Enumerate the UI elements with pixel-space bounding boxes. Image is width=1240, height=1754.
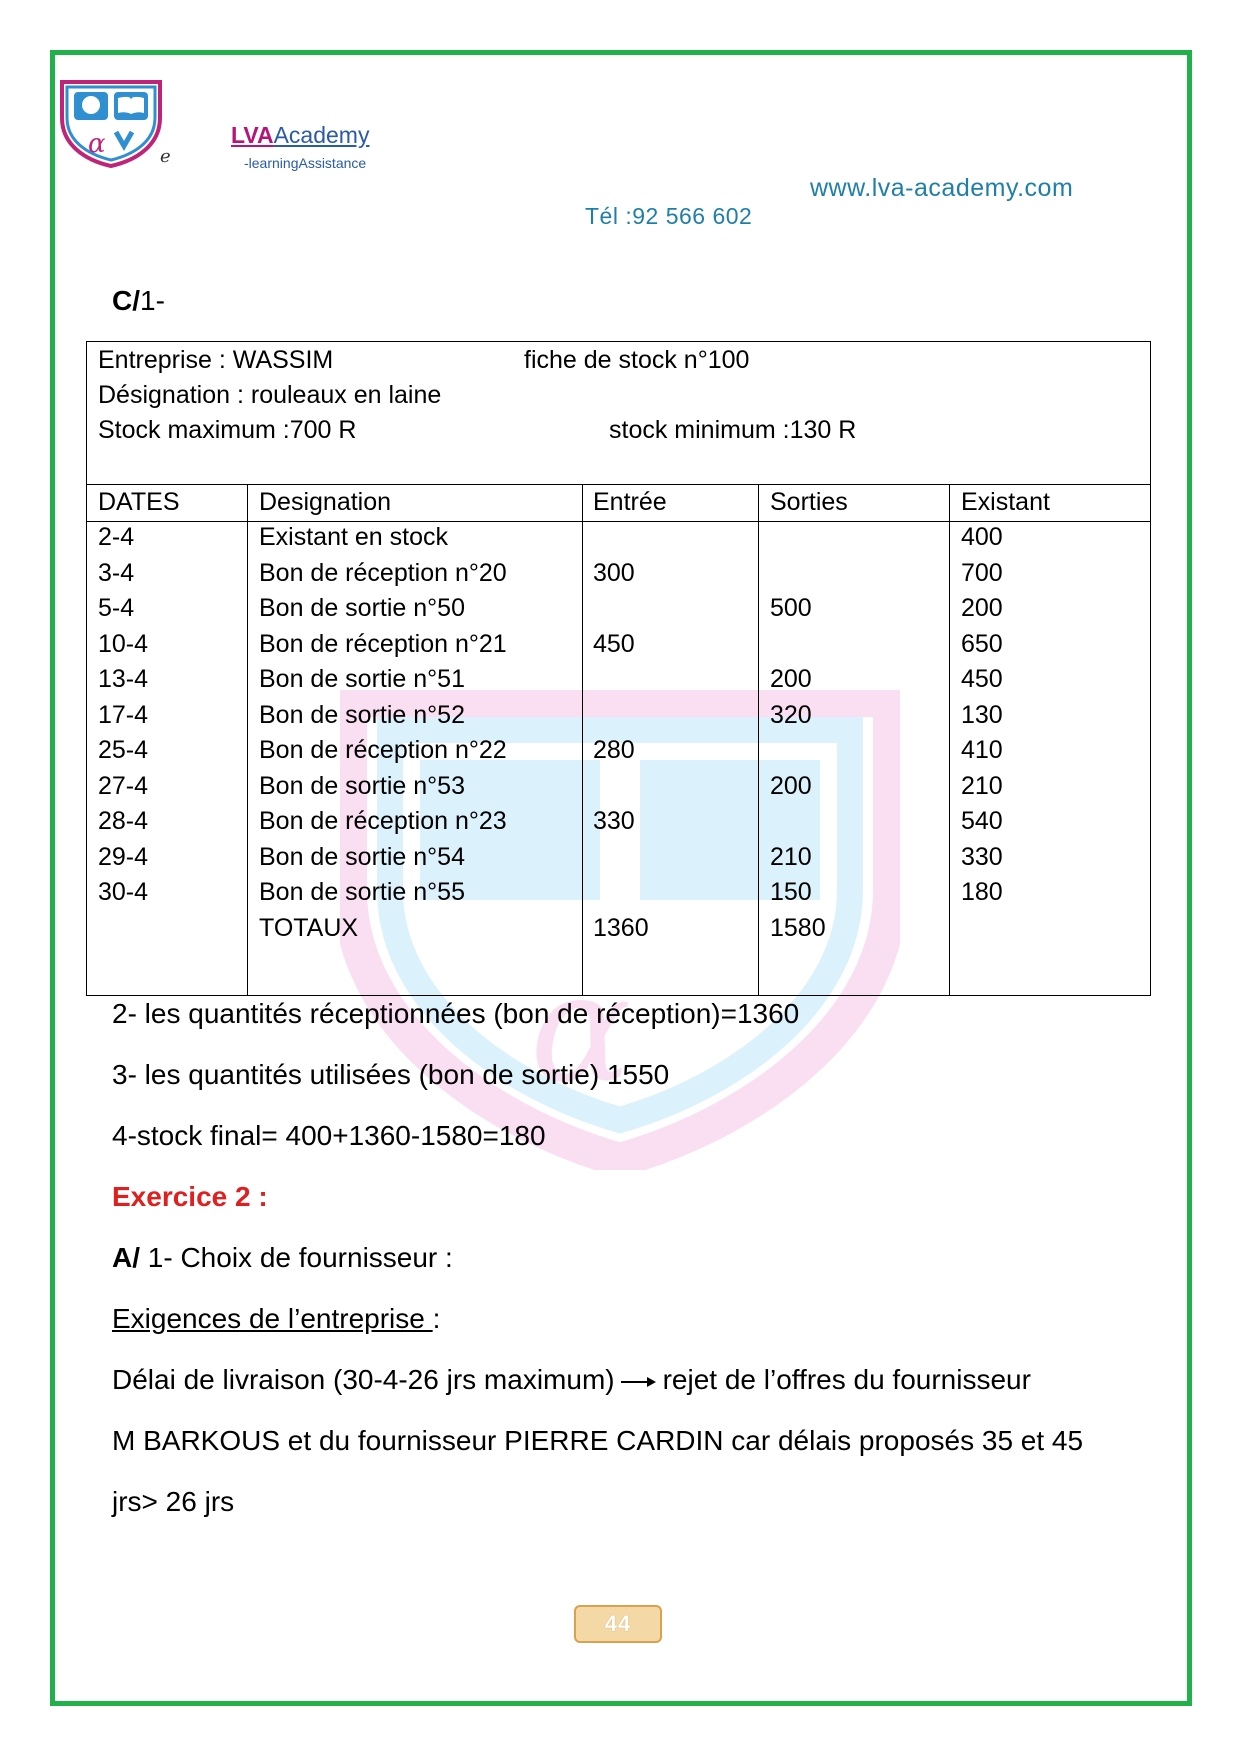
table-cell: 180 xyxy=(961,878,1003,906)
table-row xyxy=(87,735,1150,771)
rejet-text: rejet de l’offres du fournisseur xyxy=(662,1364,1031,1395)
table-cell: 30-4 xyxy=(98,878,149,906)
table-row xyxy=(87,877,1150,913)
fournisseurs-line: M BARKOUS et du fournisseur PIERRE CARDIN car délais proposés 35 et 45 xyxy=(112,1425,1084,1456)
table-cell: 500 xyxy=(770,594,812,622)
stock-maximum: Stock maximum :700 R xyxy=(98,416,357,444)
table-cell: 13-4 xyxy=(98,665,149,693)
table-cell: Bon de réception n°22 xyxy=(259,736,507,764)
table-cell: 27-4 xyxy=(98,771,149,800)
table-row xyxy=(87,842,1150,878)
answer-q4: 4-stock final= 400+1360-1580=180 xyxy=(112,1120,546,1151)
table-cell: 200 xyxy=(961,594,1003,622)
page-number: 44 xyxy=(574,1605,662,1643)
table-cell: 450 xyxy=(593,629,635,658)
designation: Désignation : rouleaux en laine xyxy=(98,381,442,409)
table-row xyxy=(87,913,1150,949)
table-cell: 10-4 xyxy=(98,629,149,658)
brand-subtitle: -learningAssistance xyxy=(244,155,367,171)
jours-line: jrs> 26 jrs xyxy=(112,1486,235,1517)
table-cell: 28-4 xyxy=(98,807,149,835)
table-cell: 17-4 xyxy=(98,700,149,729)
delai-text: Délai de livraison (30-4-26 jrs maximum) xyxy=(112,1364,615,1395)
stock-card xyxy=(86,341,1151,996)
table-cell: 700 xyxy=(961,558,1003,587)
answer-q3: 3- les quantités utilisées (bon de sortie) 1550 xyxy=(112,1059,670,1090)
table-cell: 300 xyxy=(593,558,635,587)
fiche-number: fiche de stock n°100 xyxy=(524,346,750,374)
lva-academy-logo xyxy=(58,78,164,168)
table-row xyxy=(87,771,1150,807)
logo-e-letter: e xyxy=(160,146,171,167)
table-cell: 3-4 xyxy=(98,558,135,587)
entreprise: Entreprise : WASSIM xyxy=(98,346,334,374)
answer-q2: 2- les quantités réceptionnées (bon de réception)=1360 xyxy=(112,998,800,1029)
exigences-heading xyxy=(112,1303,440,1335)
table-row xyxy=(87,806,1150,842)
table-cell: 29-4 xyxy=(98,842,149,871)
exigences-label: Exigences de l’entreprise xyxy=(112,1303,433,1334)
column-header: Entrée xyxy=(593,488,667,516)
table-row xyxy=(87,522,1150,558)
table-cell: Bon de sortie n°53 xyxy=(259,771,465,800)
table-cell: 400 xyxy=(961,523,1003,551)
table-cell: 2-4 xyxy=(98,523,135,551)
table-cell: 210 xyxy=(770,842,812,871)
section-heading-rest: 1- xyxy=(140,285,165,316)
table-row xyxy=(87,558,1150,594)
part-a-text: 1- Choix de fournisseur : xyxy=(140,1242,453,1273)
delai-line xyxy=(112,1364,1031,1396)
table-cell: 650 xyxy=(961,629,1003,658)
brand-academy: Academy xyxy=(273,122,370,148)
arrow-right-icon xyxy=(621,1374,657,1390)
column-header: Designation xyxy=(259,488,392,516)
column-header: DATES xyxy=(98,488,180,516)
table-cell: Bon de sortie n°51 xyxy=(259,665,465,693)
table-cell: 1580 xyxy=(770,913,826,942)
table-cell: Existant en stock xyxy=(259,523,448,551)
table-cell: Bon de sortie n°52 xyxy=(259,700,465,729)
stock-minimum: stock minimum :130 R xyxy=(609,416,857,444)
table-cell: 210 xyxy=(961,771,1003,800)
table-cell: TOTAUX xyxy=(259,913,359,942)
table-cell: Bon de réception n°21 xyxy=(259,629,507,658)
brand-name xyxy=(231,122,369,149)
table-cell: 200 xyxy=(770,771,812,800)
column-header: Sorties xyxy=(770,488,848,516)
part-a-label: A/ xyxy=(112,1242,140,1273)
table-row xyxy=(87,593,1150,629)
table-cell: 410 xyxy=(961,736,1003,764)
website: www.lva-academy.com xyxy=(810,174,1074,202)
table-row xyxy=(87,664,1150,700)
table-cell: Bon de réception n°23 xyxy=(259,807,507,835)
table-header-row xyxy=(87,485,1150,522)
exercise-2-title: Exercice 2 : xyxy=(112,1181,268,1212)
table-cell: Bon de sortie n°55 xyxy=(259,878,465,906)
table-cell: 200 xyxy=(770,665,812,693)
table-cell: 320 xyxy=(770,700,812,729)
table-cell: Bon de sortie n°50 xyxy=(259,594,465,622)
table-cell: 1360 xyxy=(593,913,649,942)
stock-card-header xyxy=(87,342,1150,485)
table-cell: Bon de sortie n°54 xyxy=(259,842,465,871)
table-cell: 25-4 xyxy=(98,736,149,764)
table-cell: Bon de réception n°20 xyxy=(259,558,507,587)
table-cell: 330 xyxy=(593,807,635,835)
column-header: Existant xyxy=(961,488,1050,516)
table-cell: 150 xyxy=(770,878,812,906)
table-cell: 540 xyxy=(961,807,1003,835)
table-cell: 280 xyxy=(593,736,635,764)
svg-text:α: α xyxy=(88,129,106,159)
exercise-2-part-a xyxy=(112,1242,453,1274)
table-cell: 330 xyxy=(961,842,1003,871)
section-heading xyxy=(112,285,165,317)
table-row xyxy=(87,629,1150,665)
brand-lva: LVA xyxy=(231,122,274,148)
table-cell: 130 xyxy=(961,700,1003,729)
table-row xyxy=(87,700,1150,736)
section-heading-bold: C/ xyxy=(112,285,140,316)
telephone: Tél :92 566 602 xyxy=(585,203,753,229)
table-cell: 5-4 xyxy=(98,594,135,622)
svg-text:α: α xyxy=(530,942,632,1116)
table-cell: 450 xyxy=(961,665,1003,693)
exigences-colon: : xyxy=(432,1303,441,1334)
